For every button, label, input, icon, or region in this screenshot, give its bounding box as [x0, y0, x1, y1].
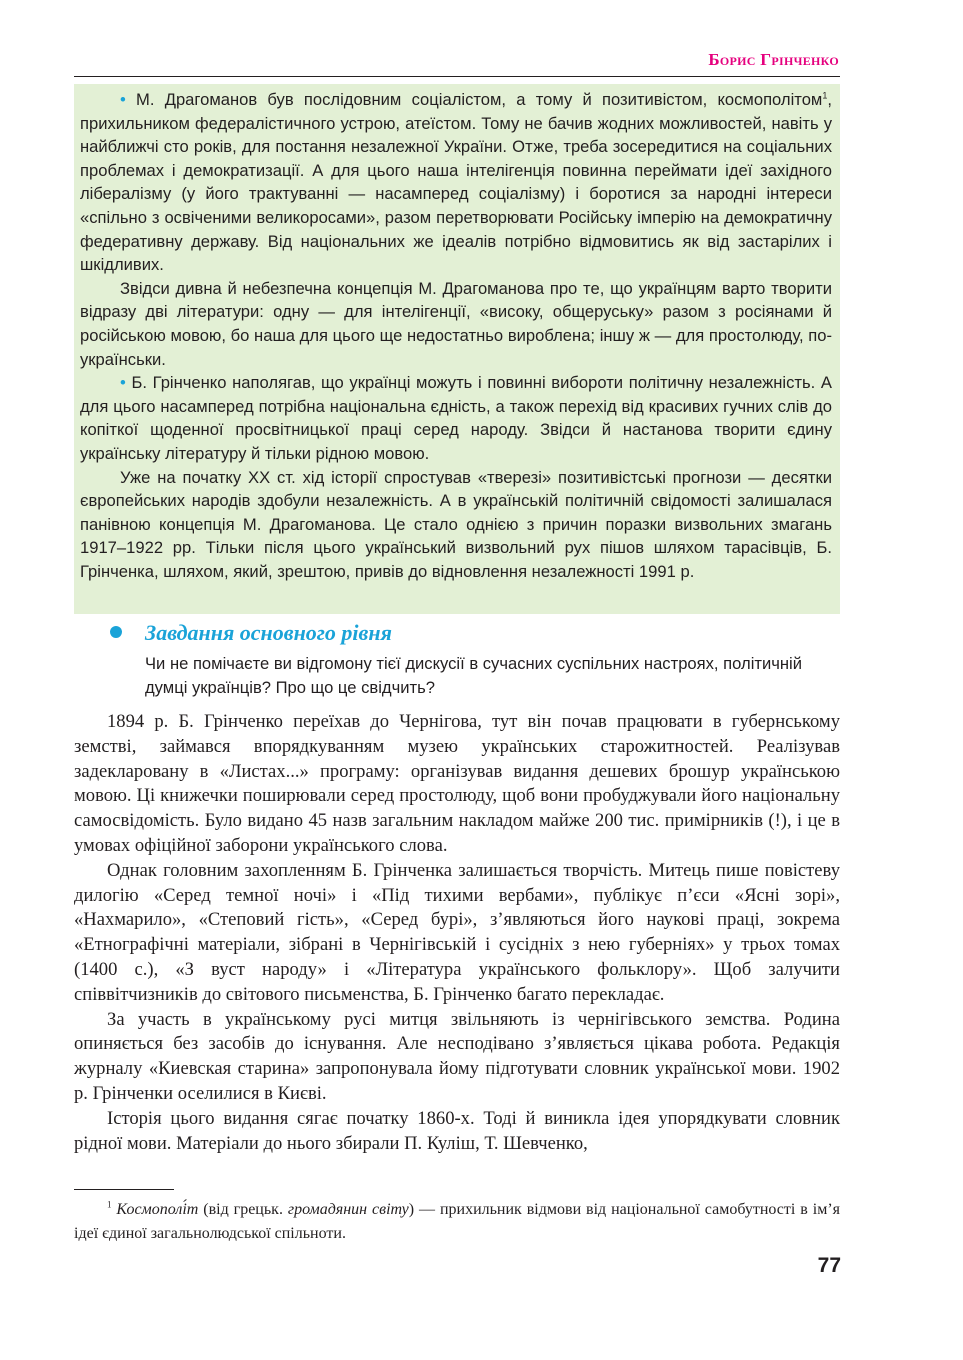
highlight-paragraph-2: Звідси дивна й небезпечна концепція М. Драгоманова про те, що українцям варто творити відразу дві літератури: одну — для інтелігенції, «високу, общеруську» разом з росіянами й російською мовою, бо наша для цього ще недостатньо вироблена; іншу ж — для простолюду, по-українськи.: [80, 278, 832, 369]
main-paragraph-3: За участь в українському русі митця звільняють із чернігівського земства. Родина опиняється без засобів до існування. Але несподівано з’являється цікава робота. Редакція журналу «Киевская старина» запропонувала йому підготувати словник української мови. 1902 р. Грінченки оселилися в Києві.: [74, 1008, 840, 1104]
footnote-text: (від грецьк.: [198, 1201, 288, 1218]
main-text: [74, 710, 840, 1156]
task-heading: Завдання основного рівня: [145, 620, 392, 645]
main-paragraph-1: 1894 р. Б. Грінченко переїхав до Чернігова, тут він почав працювати в губернському земстві, займався впорядкуванням музею українських старожитностей. Реалізував задекларовану в «Листах...» програму: організував видання дешевих брошур українською мовою. Ці книжечки поширювали серед простолюду, щоб вони пробуджували його національну самосвідомість. Було видано 45 назв загальним накладом майже 200 тис. примірників (!), і це в умовах офіційної заборони українського слова.: [74, 711, 840, 856]
highlight-text: [80, 88, 832, 583]
footnote: [74, 1198, 840, 1246]
page-number: 77: [817, 1254, 841, 1277]
footnote-divider: [74, 1189, 174, 1190]
header-divider: [74, 76, 840, 77]
footnote-marker: 1: [107, 1199, 112, 1210]
main-paragraph-2: Однак головним захопленням Б. Грінченка залишається творчість. Митець пише повістеву дилогію «Серед темної ночі» і «Під тихими вербами», публікує п’єси «Ясні зорі», «Нахмарило», «Степовий гість», «Серед бурі», з’являються його наукові праці, зокрема «Етнографічні матеріали, зібрані в Чернігівській і сусідніх з нею губерніях» у трьох томах (1400 с.), «З вуст народу» і «Література українського фольклору». Щоб залучити співвітчизників до світового письменства, Б. Грінченко багато перекладає.: [74, 859, 840, 1005]
footnote-text: ) — прихильник відмови від національної самобутності в ім’я ідеї єдиної загальнолюдської спільноти.: [74, 1201, 840, 1242]
bullet-icon: •: [120, 90, 126, 109]
highlight-paragraph-3: [80, 371, 832, 465]
footnote-translation: громадянин світу: [287, 1201, 409, 1218]
paragraph-text: , прихильником федералістичного устрою, атеїстом. Тому не бачив жодних можливостей, навіть у найближчі сто років, для постання незалежної України. Отже, треба зосередитися на соціальних проблемах і демократизації. А для цього наша інтелігенція повинна переймати ідеї західного лібералізму (у його трактуванні — насамперед соціалізму) і боротися за народні інтереси «спільно з освіченими великоросами», разом перетворювати Російську імперію на демократичну федеративну державу. Від національних же ідеалів потрібно відмовитись як від застарілих і шкідливих.: [80, 90, 832, 275]
paragraph-text: М. Драгоманов був послідовним соціалістом, а тому й позитивістом, космополітом: [136, 90, 823, 109]
footnote-ref: 1: [822, 90, 828, 101]
task-bullet-icon: [110, 626, 122, 638]
main-paragraph-4: Історія цього видання сягає початку 1860-х. Тоді й виникла ідея упорядкувати словник рідної мови. Матеріали до нього збирали П. Куліш, Т. Шевченко,: [74, 1107, 840, 1154]
highlight-paragraph-4: Уже на початку XX ст. хід історії спростував «тверезі» позитивістські прогнози — десятки європейських народів здобули незалежність. А в українській політичній свідомості залишалася панівною концепція М. Драгоманова. Це стало однією з причин поразки визвольних змагань 1917–1922 рр. Тільки після цього український визвольний рух пішов шляхом тарасівців, Б. Грінченка, шляхом, який, зрештою, привів до відновлення незалежності 1991 р.: [80, 467, 832, 581]
footnote-term: Космополі́т: [116, 1201, 199, 1218]
task-question: Чи не помічаєте ви відгомону тієї дискусії в сучасних суспільних настроях, політичній думці українців? Про що це свідчить?: [145, 654, 803, 697]
paragraph-text: Б. Грінченко наполягав, що українці можуть і повинні вибороти політичну незалежність. А для цього насамперед потрібна національна єдність, а також перехід від красивих гучних слів до копіткої щоденної просвітницької праці серед народу. Звідси й настанова творити єдину українську літературу й тільки рідною мовою.: [80, 373, 832, 463]
bullet-icon: •: [120, 373, 126, 393]
highlight-paragraph-1: [80, 88, 832, 277]
running-header: Борис Грінченко: [708, 50, 839, 69]
